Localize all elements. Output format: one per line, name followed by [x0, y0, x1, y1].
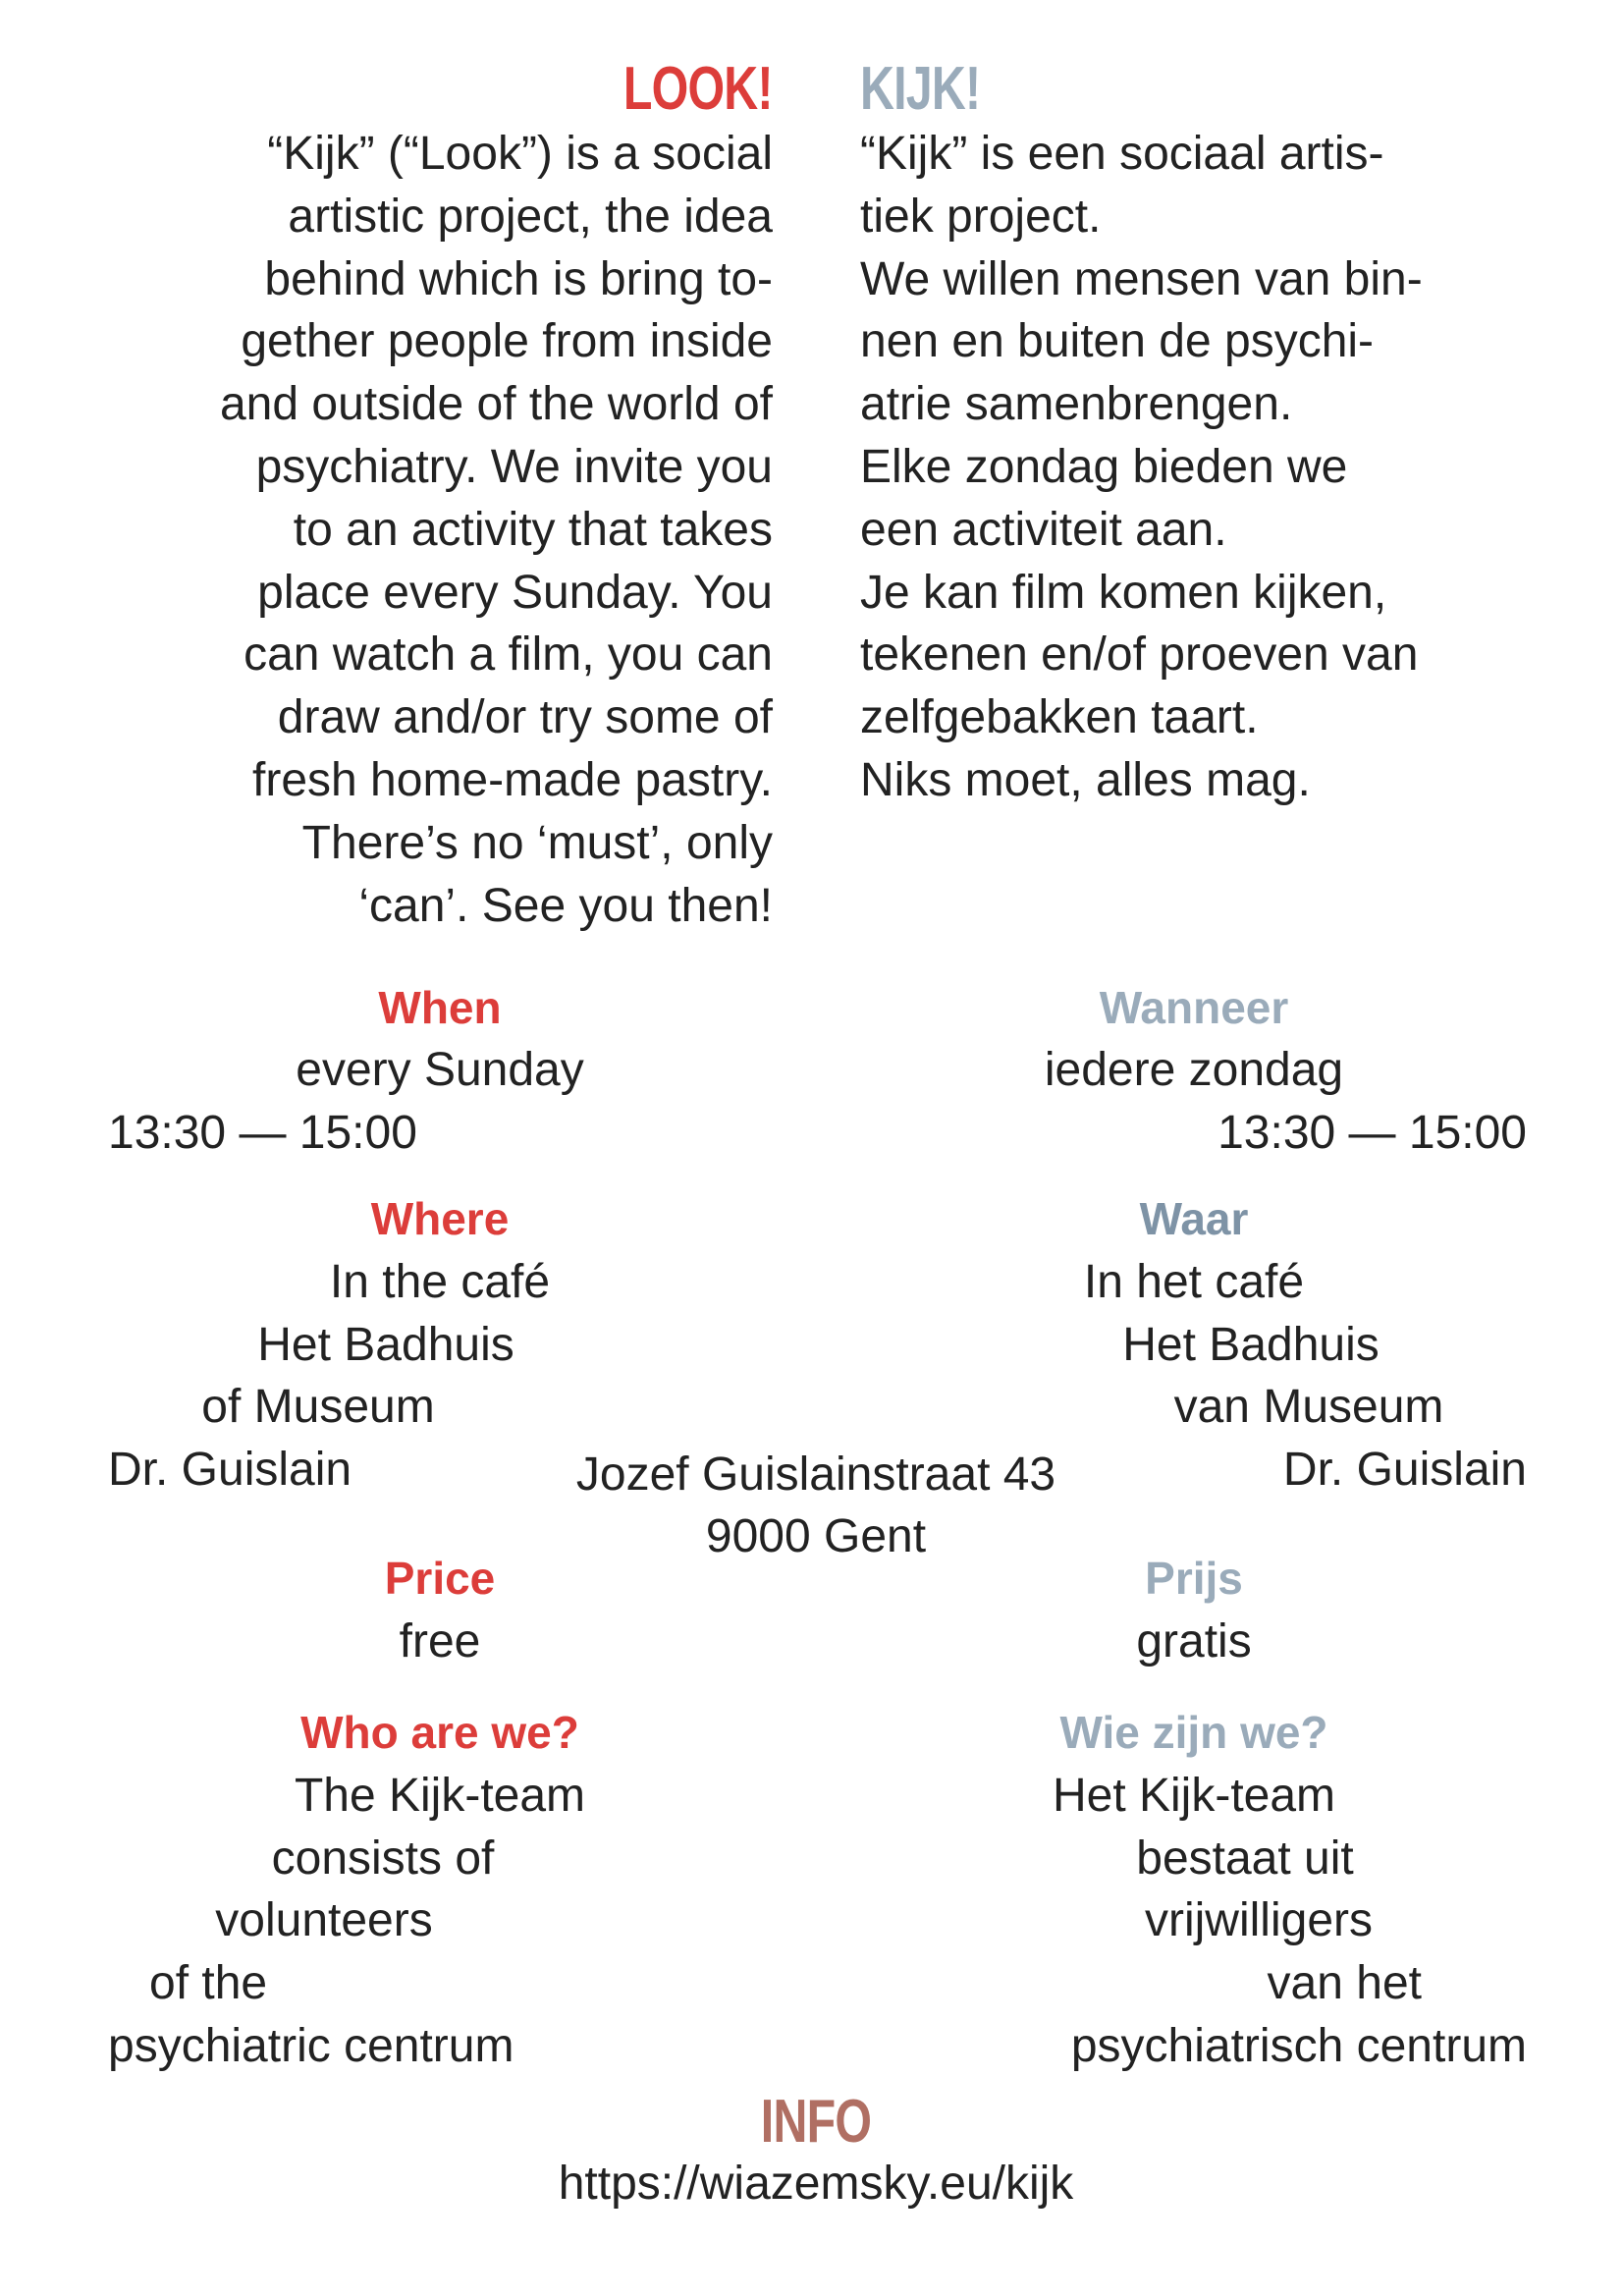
- wie-line: vrijwilligers: [1144, 1894, 1374, 1946]
- intro-line: place every Sunday. You: [257, 566, 773, 619]
- intro-line: ‘can’. See you then!: [358, 879, 773, 932]
- intro-line: We willen mensen van bin-: [860, 252, 1423, 305]
- intro-line: and outside of the world of: [219, 378, 773, 431]
- waar-heading: Waar: [1139, 1193, 1249, 1244]
- when-day: every Sunday: [296, 1044, 584, 1096]
- wanneer-day: iedere zondag: [1044, 1044, 1344, 1096]
- waar-line: In het café: [1083, 1256, 1305, 1308]
- intro-line: een activiteit aan.: [860, 503, 1227, 556]
- intro-line: atrie samenbrengen.: [860, 378, 1293, 431]
- intro-line: “Kijk” (“Look”) is a social: [267, 128, 773, 180]
- intro-line: Je kan film komen kijken,: [860, 566, 1387, 619]
- when-time: 13:30 — 15:00: [108, 1107, 417, 1159]
- prijs-heading: Prijs: [1145, 1553, 1243, 1604]
- dutch-intro: [860, 123, 1423, 812]
- price-value: free: [399, 1615, 481, 1667]
- intro-line: Elke zondag bieden we: [860, 440, 1348, 493]
- who-line: psychiatric centrum: [108, 2020, 514, 2072]
- waar-line: Het Badhuis: [1122, 1319, 1380, 1371]
- wie-line: Het Kijk-team: [1052, 1770, 1336, 1822]
- info-title: INFO: [760, 2088, 872, 2156]
- when-heading: When: [378, 982, 502, 1033]
- waar-line: van Museum: [1173, 1381, 1444, 1433]
- who-line: volunteers: [215, 1894, 433, 1946]
- intro-line: Niks moet, alles mag.: [860, 753, 1311, 806]
- intro-line: psychiatry. We invite you: [255, 440, 773, 493]
- intro-line: fresh home-made pastry.: [252, 753, 773, 806]
- intro-line: to an activity that takes: [293, 503, 773, 556]
- where-line: Dr. Guislain: [108, 1444, 352, 1496]
- where-line: In the café: [329, 1256, 551, 1308]
- intro-line: can watch a film, you can: [243, 629, 773, 682]
- intro-line: nen en buiten de psychi-: [860, 315, 1375, 368]
- intro-line: zelfgebakken taart.: [860, 691, 1259, 744]
- wie-heading: Wie zijn we?: [1059, 1707, 1328, 1758]
- address-city: 9000 Gent: [705, 1510, 927, 1562]
- intro-line: tiek project.: [860, 190, 1102, 243]
- wie-line: psychiatrisch centrum: [1070, 2020, 1527, 2072]
- waar-line: Dr. Guislain: [1282, 1444, 1527, 1496]
- wie-line: bestaat uit: [1136, 1832, 1354, 1885]
- price-heading: Price: [384, 1553, 496, 1604]
- english-intro: [220, 123, 773, 937]
- dutch-title: KIJK!: [860, 55, 981, 123]
- where-line: Het Badhuis: [257, 1319, 514, 1371]
- who-heading: Who are we?: [300, 1707, 579, 1758]
- info-url[interactable]: https://wiazemsky.eu/kijk: [558, 2158, 1074, 2210]
- intro-line: artistic project, the idea: [288, 190, 773, 243]
- intro-line: There’s no ‘must’, only: [301, 816, 773, 869]
- who-line: of the: [149, 1957, 268, 2009]
- intro-line: gether people from inside: [241, 315, 773, 368]
- where-heading: Where: [370, 1193, 510, 1244]
- address-street: Jozef Guislainstraat 43: [575, 1449, 1056, 1501]
- english-title: LOOK!: [623, 55, 773, 123]
- where-line: of Museum: [201, 1381, 435, 1433]
- who-line: consists of: [271, 1832, 495, 1885]
- intro-line: “Kijk” is een sociaal artis-: [860, 128, 1384, 180]
- who-line: The Kijk-team: [294, 1770, 586, 1822]
- wie-line: van het: [1267, 1957, 1422, 2009]
- intro-line: behind which is bring to-: [264, 252, 773, 305]
- intro-line: tekenen en/of proeven van: [860, 629, 1419, 682]
- wanneer-heading: Wanneer: [1099, 982, 1289, 1033]
- intro-line: draw and/or try some of: [277, 691, 773, 744]
- prijs-value: gratis: [1136, 1615, 1252, 1667]
- wanneer-time: 13:30 — 15:00: [1217, 1107, 1527, 1159]
